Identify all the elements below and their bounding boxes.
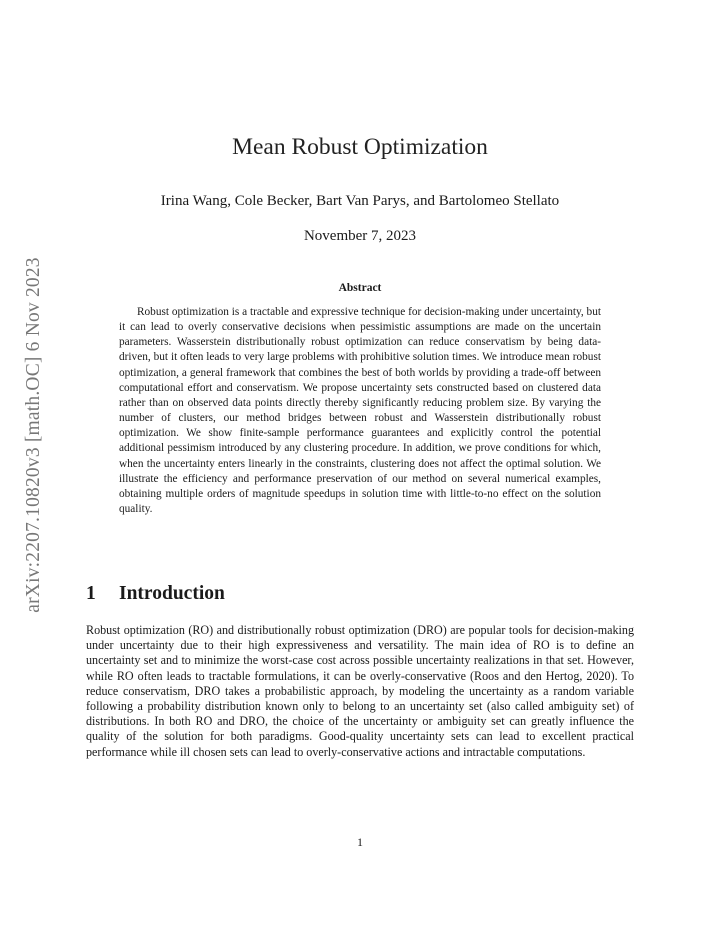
section-title: Introduction: [119, 583, 225, 604]
section-heading: [86, 583, 225, 605]
abstract-body: Robust optimization is a tractable and expressive technique for decision-making under uncertainty, but it can lead to overly conservative decisions when pessimistic assumptions are made on the uncertain parameters. Wasserstein distributionally robust optimization can reduce conservatism by being data-driven, but it often leads to very large problems with prohibitive solution times. We introduce mean robust optimization, a general framework that combines the best of both worlds by providing a trade-off between computational effort and conservatism. We propose uncertainty sets constructed based on clustered data rather than on observed data points directly thereby significantly reducing problem size. By varying the number of clusters, our method bridges between robust and Wasserstein distributionally robust optimization. We show finite-sample performance guarantees and explicitly control the potential additional pessimism introduced by any clustering procedure. In addition, we prove conditions for which, when the uncertainty enters linearly in the constraints, clustering does not affect the optimal solution. We illustrate the efficiency and performance preservation of our method on several numerical examples, obtaining multiple orders of magnitude speedups in solution time with little-to-no effect on the solution quality.: [119, 306, 601, 516]
abstract-heading: Abstract: [338, 282, 382, 294]
introduction-body: Robust optimization (RO) and distributionally robust optimization (DRO) are popular tools for decision-making under uncertainty due to their high expressiveness and versatility. The main idea of RO is to define an uncertainty set and to minimize the worst-case cost across possible uncertainty realizations in that set. However, while RO often leads to tractable formulations, it can be overly-conservative (Roos and den Hertog, 2020). To reduce conservatism, DRO takes a probabilistic approach, by modeling the uncertainty as a random variable following a probability distribution known only to belong to an uncertainty set (also called ambiguity set) of distributions. In both RO and DRO, the choice of the uncertainty or ambiguity set can greatly influence the quality of the solution for both paradigms. Good-quality uncertainty sets can lead to excellent practical performance while ill chosen sets can lead to overly-conservative actions and intractable computations.: [86, 623, 634, 759]
page-number: 1: [357, 835, 363, 849]
paper-title: Mean Robust Optimization: [232, 134, 488, 160]
paper-date: November 7, 2023: [303, 228, 417, 244]
section-number: 1: [86, 583, 96, 604]
arxiv-identifier: arXiv:2207.10820v3 [math.OC] 6 Nov 2023: [23, 257, 44, 613]
paper-authors: Irina Wang, Cole Becker, Bart Van Parys, and Bartolomeo Stellato: [160, 193, 560, 209]
